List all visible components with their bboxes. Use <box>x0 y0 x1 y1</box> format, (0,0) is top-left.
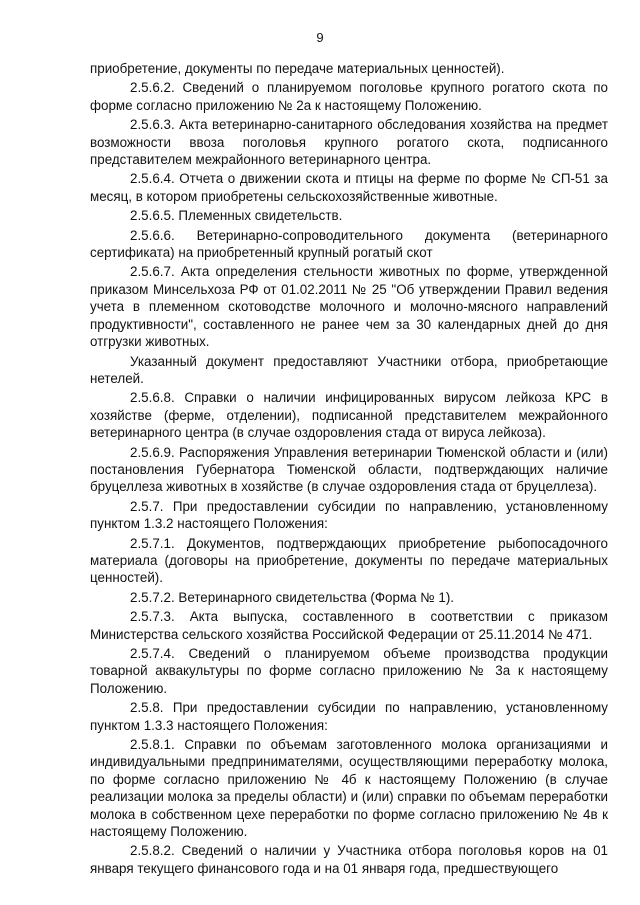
paragraph-2-5-6-6: 2.5.6.6. Ветеринарно-сопроводительного документа (ветеринарного сертификата) на приобретенный крупный рогатый скот <box>90 227 608 261</box>
paragraph-2-5-7-1: 2.5.7.1. Документов, подтверждающих приобретение рыбопосадочного материала (договоры на приобретение, документы по передаче материальных ценностей). <box>90 535 608 586</box>
page-number: 9 <box>316 30 324 45</box>
paragraph-2-5-6-9: 2.5.6.9. Распоряжения Управления ветеринарии Тюменской области и (или) постановления Губернатора Тюменской области, подтверждающих наличие бруцеллеза животных в хозяйстве (в случае оздоровления стада от бруцеллеза). <box>90 444 608 495</box>
paragraph-2-5-7-3: 2.5.7.3. Акта выпуска, составленного в соответствии с приказом Министерства сельского хозяйства Российской Федерации от 25.11.2014 № 471. <box>90 609 608 642</box>
paragraph-2-5-8: 2.5.8. При предоставлении субсидии по направлению, установленному пунктом 1.3.3 настоящего Положения: <box>90 700 608 733</box>
paragraph-continuation: приобретение, документы по передаче материальных ценностей). <box>90 61 505 76</box>
paragraph-2-5-6-8: 2.5.6.8. Справки о наличии инфицированных вирусом лейкоза КРС в хозяйстве (ферме, отделении), подписанной представителем межрайонного ветеринарного центра (в случае оздоровления стада от вируса лейкоза). <box>90 390 608 441</box>
paragraph-2-5-6-5: 2.5.6.5. Племенных свидетельств. <box>130 208 343 224</box>
paragraph-2-5-6-2: 2.5.6.2. Сведений о планируемом поголовье крупного рогатого скота по форме согласно приложению № 2а к настоящему Положению. <box>90 80 608 113</box>
paragraph-2-5-6-3: 2.5.6.3. Акта ветеринарно-санитарного обследования хозяйства на предмет возможности ввоза поголовья крупного рогатого скота, подписанного представителем межрайонного ветеринарного центра. <box>90 117 608 168</box>
document-body <box>90 60 608 877</box>
paragraph-2-5-6-4: 2.5.6.4. Отчета о движении скота и птицы на ферме по форме № СП-51 за месяц, в котором приобретены сельскохозяйственные животные. <box>90 171 608 204</box>
paragraph-2-5-8-2: 2.5.8.2. Сведений о наличии у Участника отбора поголовья коров на 01 января текущего финансового года и на 01 января года, предшествующего <box>90 843 608 876</box>
paragraph-2-5-7-2: 2.5.7.2. Ветеринарного свидетельства (Форма № 1). <box>130 589 455 605</box>
paragraph-2-5-8-1: 2.5.8.1. Справки по объемам заготовленного молока организациями и индивидуальными предпринимателями, осуществляющими переработку молока, по форме согласно приложению № 4б к настоящему Положению (в случае реализации молока за пределы области) и (или) справки по объемам переработки молока в собственном цехе переработки по форме согласно приложению № 4в к настоящему Положению. <box>90 737 608 840</box>
paragraph-note-heifers: Указанный документ предоставляют Участники отбора, приобретающие нетелей. <box>90 353 608 386</box>
paragraph-2-5-7-4: 2.5.7.4. Сведений о планируемом объеме производства продукции товарной аквакультуры по форме согласно приложению № 3а к настоящему Положению. <box>90 646 608 696</box>
paragraph-2-5-7: 2.5.7. При предоставлении субсидии по направлению, установленному пунктом 1.3.2 настоящего Положения: <box>90 498 608 532</box>
paragraph-2-5-6-7: 2.5.6.7. Акта определения стельности животных по форме, утвержденной приказом Минсельхоза РФ от 01.02.2011 № 25 "Об утверждении Правил ведения учета в племенном скотоводстве молочного и молочно-мясного направлений продуктивности", составленного не ранее чем за 30 календарных дней до дня отгрузки животных. <box>90 264 608 350</box>
